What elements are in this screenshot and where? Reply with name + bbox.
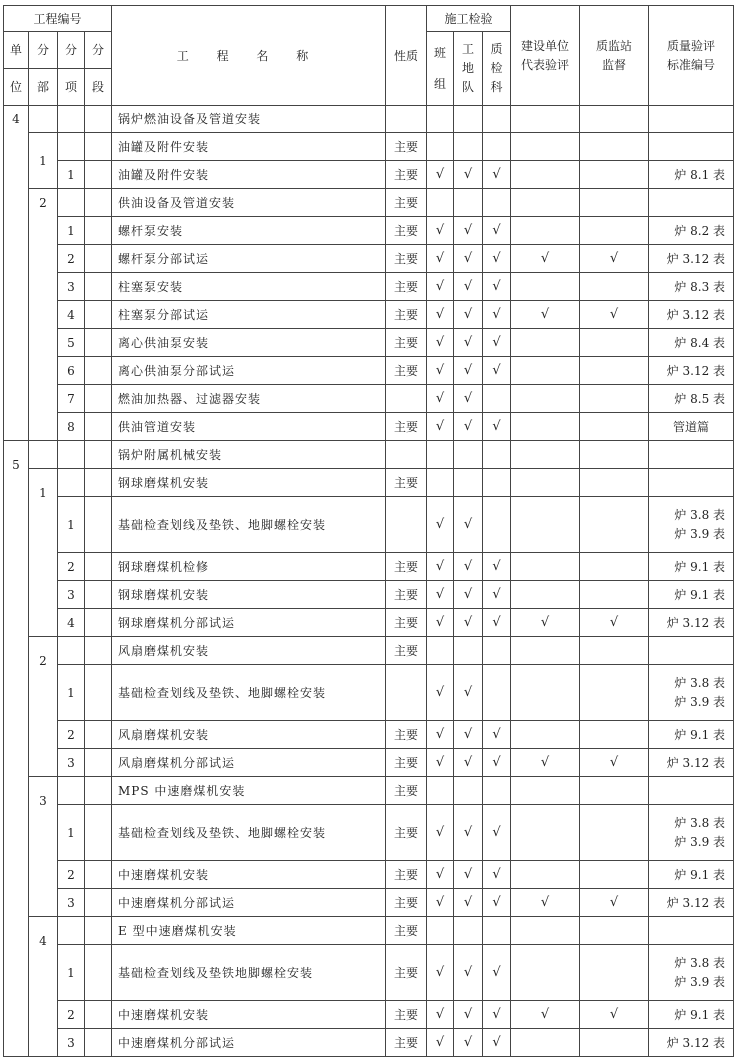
- table-row: [4, 497, 734, 553]
- supervision-check-mark: √: [580, 301, 649, 329]
- owner-check-mark: √: [511, 301, 580, 329]
- project-name-cell: 螺杆泵安装: [112, 217, 386, 245]
- qc-check-mark: √: [483, 1001, 511, 1029]
- item-number-cell: 1: [58, 945, 85, 1001]
- standard-cell: [649, 945, 734, 1001]
- qc-check-mark: √: [483, 721, 511, 749]
- standard-cell: [649, 497, 734, 553]
- standard-cell: 炉 9.1 表: [649, 721, 734, 749]
- header-qc: [483, 32, 511, 106]
- project-name-cell: 风扇磨煤机安装: [112, 637, 386, 665]
- qc-check-mark: √: [483, 861, 511, 889]
- qc-check-mark: √: [483, 553, 511, 581]
- table-row: [4, 721, 734, 749]
- division-number-cell: 1: [29, 133, 58, 189]
- table-row: [4, 889, 734, 917]
- table-row: [4, 469, 734, 497]
- nature-cell: 主要: [386, 1001, 427, 1029]
- standard-cell: 炉 3.12 表: [649, 749, 734, 777]
- table-row: [4, 189, 734, 217]
- nature-cell: 主要: [386, 161, 427, 189]
- unit-number-cell: 4: [4, 106, 29, 441]
- standard-cell: 炉 8.5 表: [649, 385, 734, 413]
- table-row: [4, 777, 734, 805]
- item-number-cell: 2: [58, 861, 85, 889]
- nature-cell: 主要: [386, 133, 427, 161]
- division-number-cell: 1: [29, 469, 58, 637]
- qc-check-mark: √: [483, 245, 511, 273]
- nature-cell: 主要: [386, 413, 427, 441]
- header-code-group: 工程编号: [4, 6, 112, 32]
- header-supervision-l2: 监督: [602, 57, 627, 72]
- standard-line-a: 炉 3.8 表: [674, 675, 726, 690]
- standard-cell: [649, 665, 734, 721]
- nature-cell: 主要: [386, 273, 427, 301]
- item-number-cell: 7: [58, 385, 85, 413]
- supervision-check-mark: √: [580, 749, 649, 777]
- item-number-cell: 3: [58, 889, 85, 917]
- header-project-name: [112, 6, 386, 106]
- nature-cell: 主要: [386, 245, 427, 273]
- standard-cell: [649, 805, 734, 861]
- nature-cell: 主要: [386, 861, 427, 889]
- item-number-cell: 1: [58, 161, 85, 189]
- qc-check-mark: √: [483, 1029, 511, 1057]
- project-name-cell: 中速磨煤机分部试运: [112, 889, 386, 917]
- header-division-top: 分: [29, 32, 58, 69]
- nature-cell: 主要: [386, 917, 427, 945]
- item-number-cell: 5: [58, 329, 85, 357]
- project-name-cell: 钢球磨煤机安装: [112, 469, 386, 497]
- crew-check-mark: √: [454, 273, 483, 301]
- team-check-mark: √: [427, 805, 454, 861]
- project-name-cell: 供油管道安装: [112, 413, 386, 441]
- crew-check-mark: √: [454, 497, 483, 553]
- division-number-cell: 4: [29, 917, 58, 1057]
- project-name-cell: 油罐及附件安装: [112, 161, 386, 189]
- unit-number-cell: 5: [4, 441, 29, 1057]
- table-row: [4, 329, 734, 357]
- nature-cell: 主要: [386, 777, 427, 805]
- item-number-cell: 4: [58, 301, 85, 329]
- standard-cell: 管道篇: [649, 413, 734, 441]
- qc-check-mark: √: [483, 301, 511, 329]
- team-check-mark: √: [427, 1029, 454, 1057]
- team-check-mark: √: [427, 581, 454, 609]
- quality-table: [3, 5, 734, 1057]
- header-owner-rep: [511, 6, 580, 106]
- team-check-mark: √: [427, 721, 454, 749]
- item-number-cell: 3: [58, 1029, 85, 1057]
- crew-check-mark: √: [454, 861, 483, 889]
- item-number-cell: 6: [58, 357, 85, 385]
- owner-check-mark: √: [511, 1001, 580, 1029]
- standard-cell: 炉 9.1 表: [649, 1001, 734, 1029]
- header-unit-top: 单: [4, 32, 29, 69]
- table-row: [4, 917, 734, 945]
- standard-cell: 炉 8.4 表: [649, 329, 734, 357]
- nature-cell: 主要: [386, 805, 427, 861]
- qc-check-mark: √: [483, 805, 511, 861]
- project-name-cell: 锅炉附属机械安装: [112, 441, 386, 469]
- crew-check-mark: √: [454, 217, 483, 245]
- header-qc-c2: 检: [490, 61, 503, 75]
- table-row: [4, 665, 734, 721]
- header-crew-c2: 地: [462, 61, 475, 75]
- qc-check-mark: √: [483, 609, 511, 637]
- crew-check-mark: √: [454, 665, 483, 721]
- header-qc-c3: 科: [490, 80, 503, 94]
- project-name-cell: 基础检查划线及垫铁、地脚螺栓安装: [112, 497, 386, 553]
- header-section-top: 分: [85, 32, 112, 69]
- crew-check-mark: √: [454, 245, 483, 273]
- crew-check-mark: √: [454, 889, 483, 917]
- supervision-check-mark: √: [580, 245, 649, 273]
- project-name-cell: 钢球磨煤机安装: [112, 581, 386, 609]
- table-row: [4, 861, 734, 889]
- project-name-cell: 中速磨煤机分部试运: [112, 1029, 386, 1057]
- table-row: [4, 553, 734, 581]
- project-name-cell: 油罐及附件安装: [112, 133, 386, 161]
- header-crew: [454, 32, 483, 106]
- nature-cell: 主要: [386, 721, 427, 749]
- project-name-cell: E 型中速磨煤机安装: [112, 917, 386, 945]
- standard-line-a: 炉 3.8 表: [674, 507, 726, 522]
- project-name-cell: 供油设备及管道安装: [112, 189, 386, 217]
- table-row: [4, 161, 734, 189]
- team-check-mark: √: [427, 609, 454, 637]
- table-row: [4, 357, 734, 385]
- nature-cell: 主要: [386, 609, 427, 637]
- standard-cell: 炉 3.12 表: [649, 245, 734, 273]
- project-name-cell: 基础检查划线及垫铁、地脚螺栓安装: [112, 665, 386, 721]
- nature-cell: 主要: [386, 889, 427, 917]
- crew-check-mark: √: [454, 1001, 483, 1029]
- supervision-check-mark: √: [580, 609, 649, 637]
- item-number-cell: 4: [58, 609, 85, 637]
- team-check-mark: √: [427, 301, 454, 329]
- project-name-cell: MPS 中速磨煤机安装: [112, 777, 386, 805]
- header-owner-rep-l1: 建设单位: [521, 38, 570, 53]
- nature-cell: 主要: [386, 945, 427, 1001]
- item-number-cell: 8: [58, 413, 85, 441]
- item-number-cell: 1: [58, 217, 85, 245]
- division-number-cell: 2: [29, 637, 58, 777]
- header-item-top: 分: [58, 32, 85, 69]
- qc-check-mark: √: [483, 413, 511, 441]
- table-row: [4, 301, 734, 329]
- owner-check-mark: √: [511, 749, 580, 777]
- header-inspection-group: 施工检验: [427, 6, 511, 32]
- project-name-cell: 离心供油泵安装: [112, 329, 386, 357]
- header-team: [427, 32, 454, 106]
- project-name-cell: 螺杆泵分部试运: [112, 245, 386, 273]
- header-standard-l2: 标准编号: [667, 57, 716, 72]
- team-check-mark: √: [427, 889, 454, 917]
- team-check-mark: √: [427, 245, 454, 273]
- team-check-mark: √: [427, 357, 454, 385]
- header-division-bottom: 部: [29, 69, 58, 106]
- project-name-cell: 柱塞泵分部试运: [112, 301, 386, 329]
- header-crew-c1: 工: [462, 42, 475, 56]
- team-check-mark: √: [427, 217, 454, 245]
- standard-cell: 炉 3.12 表: [649, 1029, 734, 1057]
- table-row: [4, 1029, 734, 1057]
- table-row: [4, 637, 734, 665]
- qc-check-mark: √: [483, 273, 511, 301]
- table-row: [4, 217, 734, 245]
- nature-cell: 主要: [386, 637, 427, 665]
- crew-check-mark: √: [454, 357, 483, 385]
- crew-check-mark: √: [454, 721, 483, 749]
- table-row: [4, 805, 734, 861]
- standard-cell: 炉 3.12 表: [649, 357, 734, 385]
- project-name-cell: 钢球磨煤机分部试运: [112, 609, 386, 637]
- nature-cell: 主要: [386, 469, 427, 497]
- project-name-cell: 风扇磨煤机分部试运: [112, 749, 386, 777]
- crew-check-mark: √: [454, 385, 483, 413]
- nature-cell: 主要: [386, 357, 427, 385]
- team-check-mark: √: [427, 385, 454, 413]
- team-check-mark: √: [427, 553, 454, 581]
- standard-cell: 炉 3.12 表: [649, 301, 734, 329]
- team-check-mark: √: [427, 413, 454, 441]
- division-number-cell: 2: [29, 189, 58, 441]
- header-crew-c3: 队: [462, 80, 475, 94]
- standard-line-a: 炉 3.8 表: [674, 815, 726, 830]
- header-standard-l1: 质量验评: [667, 38, 716, 53]
- header-item-bottom: 项: [58, 69, 85, 106]
- standard-cell: 炉 8.1 表: [649, 161, 734, 189]
- item-number-cell: 3: [58, 749, 85, 777]
- qc-check-mark: √: [483, 749, 511, 777]
- table-row: [4, 106, 734, 133]
- standard-cell: 炉 3.12 表: [649, 609, 734, 637]
- standard-cell: 炉 9.1 表: [649, 553, 734, 581]
- table-row: [4, 441, 734, 469]
- team-check-mark: √: [427, 945, 454, 1001]
- team-check-mark: √: [427, 329, 454, 357]
- supervision-check-mark: √: [580, 1001, 649, 1029]
- crew-check-mark: √: [454, 749, 483, 777]
- table-row: [4, 133, 734, 161]
- standard-line-b: 炉 3.9 表: [674, 834, 726, 849]
- qc-check-mark: √: [483, 161, 511, 189]
- table-row: [4, 945, 734, 1001]
- owner-check-mark: √: [511, 245, 580, 273]
- table-row: [4, 273, 734, 301]
- nature-cell: 主要: [386, 329, 427, 357]
- standard-line-a: 炉 3.8 表: [674, 955, 726, 970]
- nature-cell: 主要: [386, 1029, 427, 1057]
- team-check-mark: √: [427, 749, 454, 777]
- crew-check-mark: √: [454, 805, 483, 861]
- crew-check-mark: √: [454, 329, 483, 357]
- table-row: [4, 749, 734, 777]
- project-name-cell: 柱塞泵安装: [112, 273, 386, 301]
- header-standard: [649, 6, 734, 106]
- qc-check-mark: √: [483, 889, 511, 917]
- standard-cell: 炉 8.3 表: [649, 273, 734, 301]
- header-row-1: [4, 6, 734, 32]
- crew-check-mark: √: [454, 301, 483, 329]
- division-number-cell: 3: [29, 777, 58, 917]
- header-section-bottom: 段: [85, 69, 112, 106]
- header-unit-bottom: 位: [4, 69, 29, 106]
- team-check-mark: √: [427, 665, 454, 721]
- qc-check-mark: √: [483, 357, 511, 385]
- table-row: [4, 385, 734, 413]
- project-name-cell: 风扇磨煤机安装: [112, 721, 386, 749]
- nature-cell: 主要: [386, 553, 427, 581]
- header-owner-rep-l2: 代表验评: [521, 57, 570, 72]
- item-number-cell: 2: [58, 1001, 85, 1029]
- nature-cell: 主要: [386, 581, 427, 609]
- header-team-c2: 组: [434, 76, 447, 91]
- team-check-mark: √: [427, 861, 454, 889]
- nature-cell: 主要: [386, 749, 427, 777]
- project-name-cell: 燃油加热器、过滤器安装: [112, 385, 386, 413]
- header-qc-c1: 质: [490, 42, 503, 56]
- crew-check-mark: √: [454, 609, 483, 637]
- project-name-cell: 锅炉燃油设备及管道安装: [112, 106, 386, 133]
- project-name-cell: 钢球磨煤机检修: [112, 553, 386, 581]
- owner-check-mark: √: [511, 609, 580, 637]
- table-row: [4, 581, 734, 609]
- item-number-cell: 2: [58, 245, 85, 273]
- nature-cell: 主要: [386, 301, 427, 329]
- project-name-cell: 基础检查划线及垫铁、地脚螺栓安装: [112, 805, 386, 861]
- standard-line-b: 炉 3.9 表: [674, 526, 726, 541]
- standard-line-b: 炉 3.9 表: [674, 974, 726, 989]
- nature-cell: 主要: [386, 189, 427, 217]
- standard-cell: 炉 9.1 表: [649, 581, 734, 609]
- item-number-cell: 1: [58, 665, 85, 721]
- crew-check-mark: √: [454, 945, 483, 1001]
- crew-check-mark: √: [454, 1029, 483, 1057]
- owner-check-mark: √: [511, 889, 580, 917]
- table-row: [4, 1001, 734, 1029]
- qc-check-mark: √: [483, 581, 511, 609]
- qc-check-mark: √: [483, 945, 511, 1001]
- standard-cell: 炉 9.1 表: [649, 861, 734, 889]
- team-check-mark: √: [427, 273, 454, 301]
- project-name-cell: 中速磨煤机安装: [112, 861, 386, 889]
- project-name-cell: 离心供油泵分部试运: [112, 357, 386, 385]
- team-check-mark: √: [427, 1001, 454, 1029]
- item-number-cell: 2: [58, 721, 85, 749]
- table-row: [4, 609, 734, 637]
- header-supervision: [580, 6, 649, 106]
- item-number-cell: 3: [58, 581, 85, 609]
- supervision-check-mark: √: [580, 889, 649, 917]
- item-number-cell: 2: [58, 553, 85, 581]
- nature-cell: 主要: [386, 217, 427, 245]
- qc-check-mark: √: [483, 329, 511, 357]
- qc-check-mark: √: [483, 217, 511, 245]
- crew-check-mark: √: [454, 161, 483, 189]
- item-number-cell: 1: [58, 805, 85, 861]
- standard-cell: 炉 3.12 表: [649, 889, 734, 917]
- table-row: [4, 413, 734, 441]
- crew-check-mark: √: [454, 413, 483, 441]
- header-nature: 性质: [386, 6, 427, 106]
- header-team-c1: 班: [434, 45, 447, 60]
- table-row: [4, 245, 734, 273]
- team-check-mark: √: [427, 161, 454, 189]
- header-supervision-l1: 质监站: [596, 38, 633, 53]
- crew-check-mark: √: [454, 581, 483, 609]
- project-name-cell: 基础检查划线及垫铁地脚螺栓安装: [112, 945, 386, 1001]
- item-number-cell: 1: [58, 497, 85, 553]
- crew-check-mark: √: [454, 553, 483, 581]
- standard-cell: 炉 8.2 表: [649, 217, 734, 245]
- standard-line-b: 炉 3.9 表: [674, 694, 726, 709]
- project-name-cell: 中速磨煤机安装: [112, 1001, 386, 1029]
- header-project-name-text: 工 程 名 称: [176, 48, 321, 63]
- team-check-mark: √: [427, 497, 454, 553]
- item-number-cell: 3: [58, 273, 85, 301]
